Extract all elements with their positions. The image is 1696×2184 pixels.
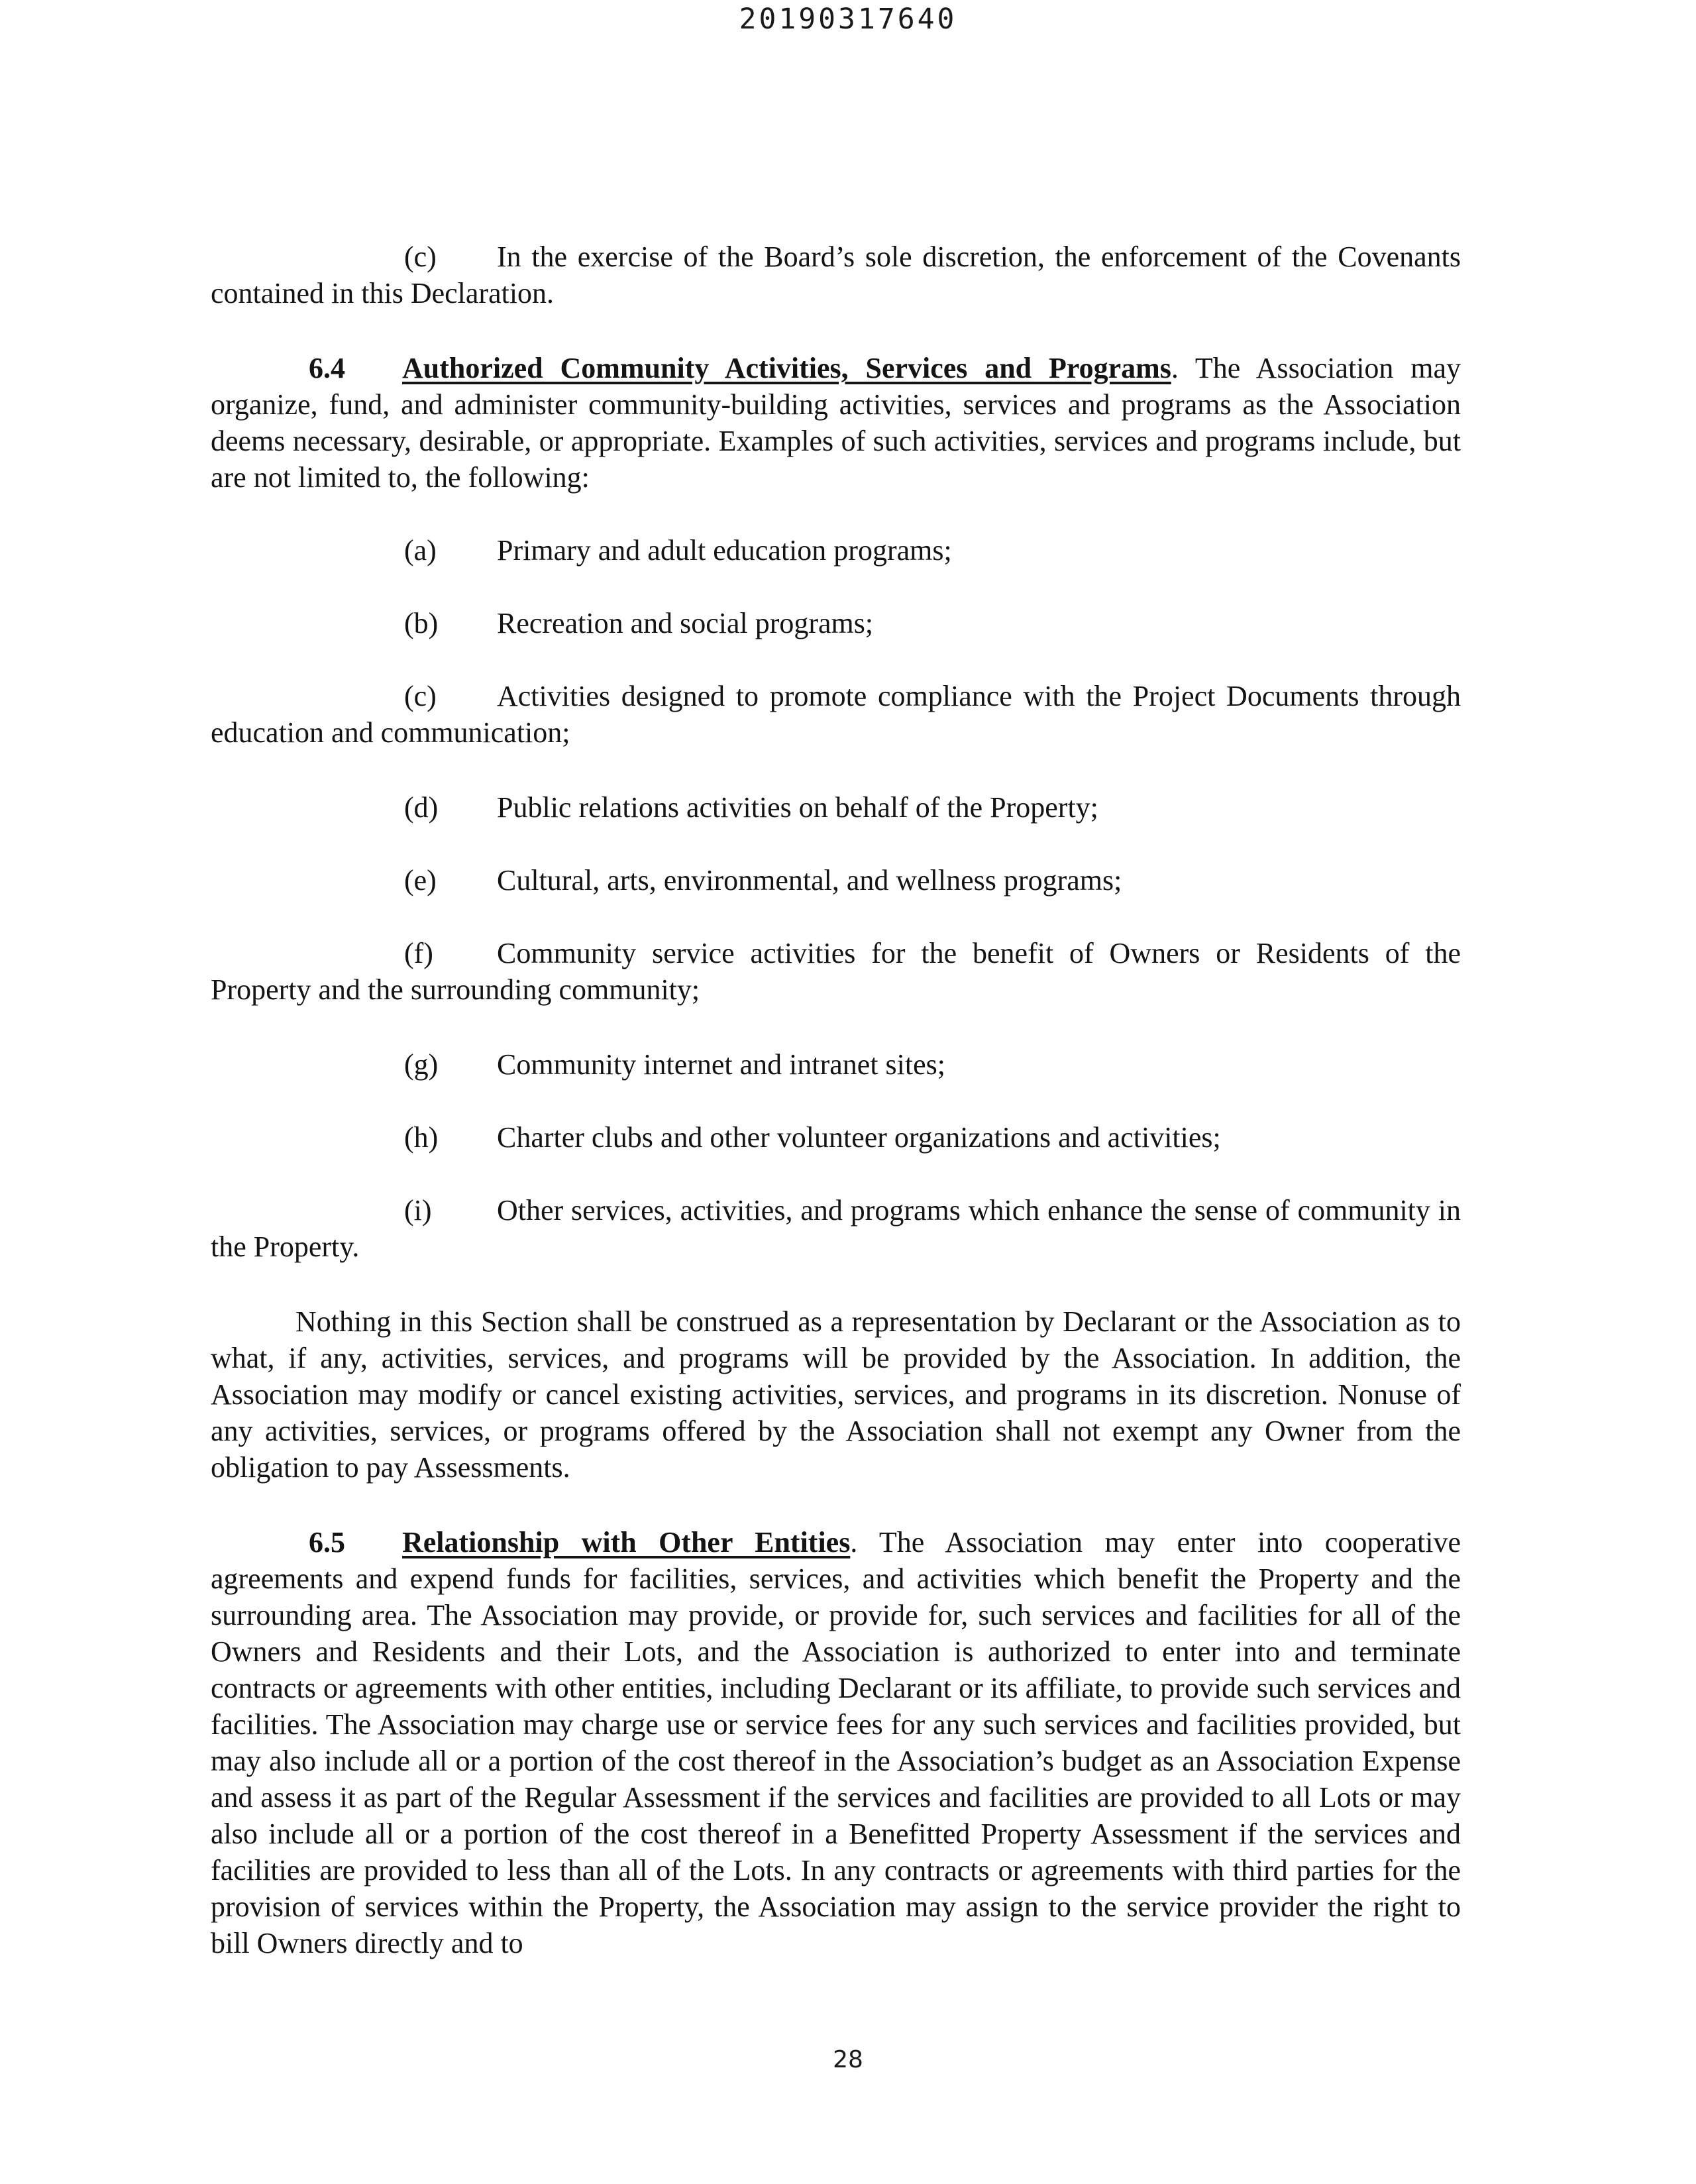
item-text: Cultural, arts, environmental, and wellness programs; [497, 864, 1122, 897]
list-item-c [211, 678, 1461, 751]
heading-punctuation: . [1171, 352, 1179, 384]
item-marker: (g) [404, 1048, 439, 1081]
section-number: 6.5 [309, 1526, 345, 1558]
intro-item-c [211, 239, 1461, 311]
list-item-d [211, 789, 1461, 826]
section-6-4 [211, 350, 1461, 496]
item-marker: (h) [404, 1121, 439, 1154]
list-item-e [211, 862, 1461, 899]
list-item-f [211, 935, 1461, 1008]
item-marker: (c) [404, 241, 437, 273]
item-text: Other services, activities, and programs which enhance the sense of community in the Property. [211, 1194, 1461, 1263]
item-text: Charter clubs and other volunteer organizations and activities; [497, 1121, 1221, 1154]
list-item-a [211, 532, 1461, 569]
page-number: 28 [833, 2046, 863, 2073]
list-item-h [211, 1119, 1461, 1156]
section-body: The Association may enter into cooperative agreements and expend funds for facilities, services, and activities which benefit the Property and the surrounding area. The Association may provide, or provide for, such services and facilities for all of the Owners and Residents and their Lots, and the Association is authorized to enter into and terminate contracts or agreements with other entities, including Declarant or its affiliate, to provide such services and facilities. The Association may charge use or service fees for any such services and facilities provided, but may also include all or a portion of the cost thereof in the Association’s budget as an Association Expense and assess it as part of the Regular Assessment if the services and facilities are provided to all Lots or may also include all or a portion of the cost thereof in a Benefitted Property Assessment if the services and facilities are provided to less than all of the Lots. In any contracts or agreements with third parties for the provision of services within the Property, the Association may assign to the service provider the right to bill Owners directly and to [211, 1526, 1461, 1959]
item-text: Activities designed to promote compliance with the Project Documents through education and communication; [211, 680, 1461, 749]
document-number: 20190317640 [739, 3, 957, 36]
item-marker: (c) [404, 680, 437, 712]
item-marker: (a) [404, 534, 437, 567]
item-text: Public relations activities on behalf of the Property; [497, 791, 1098, 824]
section-number: 6.4 [309, 352, 345, 384]
section-heading: Authorized Community Activities, Services and Programs [402, 352, 1171, 384]
page-content [211, 239, 1461, 1961]
section-heading: Relationship with Other Entities [402, 1526, 851, 1558]
item-marker: (i) [404, 1194, 432, 1227]
item-text: Community internet and intranet sites; [497, 1048, 945, 1081]
section-body: The Association may organize, fund, and administer community-building activities, services and programs as the Association deems necessary, desirable, or appropriate. Examples of such activities, services and programs include, but are not limited to, the following: [211, 352, 1461, 494]
list-item-i [211, 1192, 1461, 1265]
list-item-b [211, 605, 1461, 641]
item-text: Community service activities for the benefit of Owners or Residents of the Property and the surrounding community; [211, 937, 1461, 1006]
item-text: In the exercise of the Board’s sole discretion, the enforcement of the Covenants contained in this Declaration. [211, 241, 1461, 309]
item-marker: (b) [404, 607, 439, 639]
section-6-4-disclaimer: Nothing in this Section shall be construed as a representation by Declarant or the Association as to what, if any, activities, services, and programs will be provided by the Association. In addition, the Association may modify or cancel existing activities, services, and programs in its discretion. Nonuse of any activities, services, or programs offered by the Association shall not exempt any Owner from the obligation to pay Assessments. [211, 1305, 1461, 1484]
item-marker: (d) [404, 791, 439, 824]
item-marker: (e) [404, 864, 437, 897]
item-marker: (f) [404, 937, 433, 969]
heading-punctuation: . [850, 1526, 858, 1558]
section-6-5 [211, 1524, 1461, 1961]
item-text: Recreation and social programs; [497, 607, 874, 639]
list-item-g [211, 1046, 1461, 1083]
item-text: Primary and adult education programs; [497, 534, 952, 567]
